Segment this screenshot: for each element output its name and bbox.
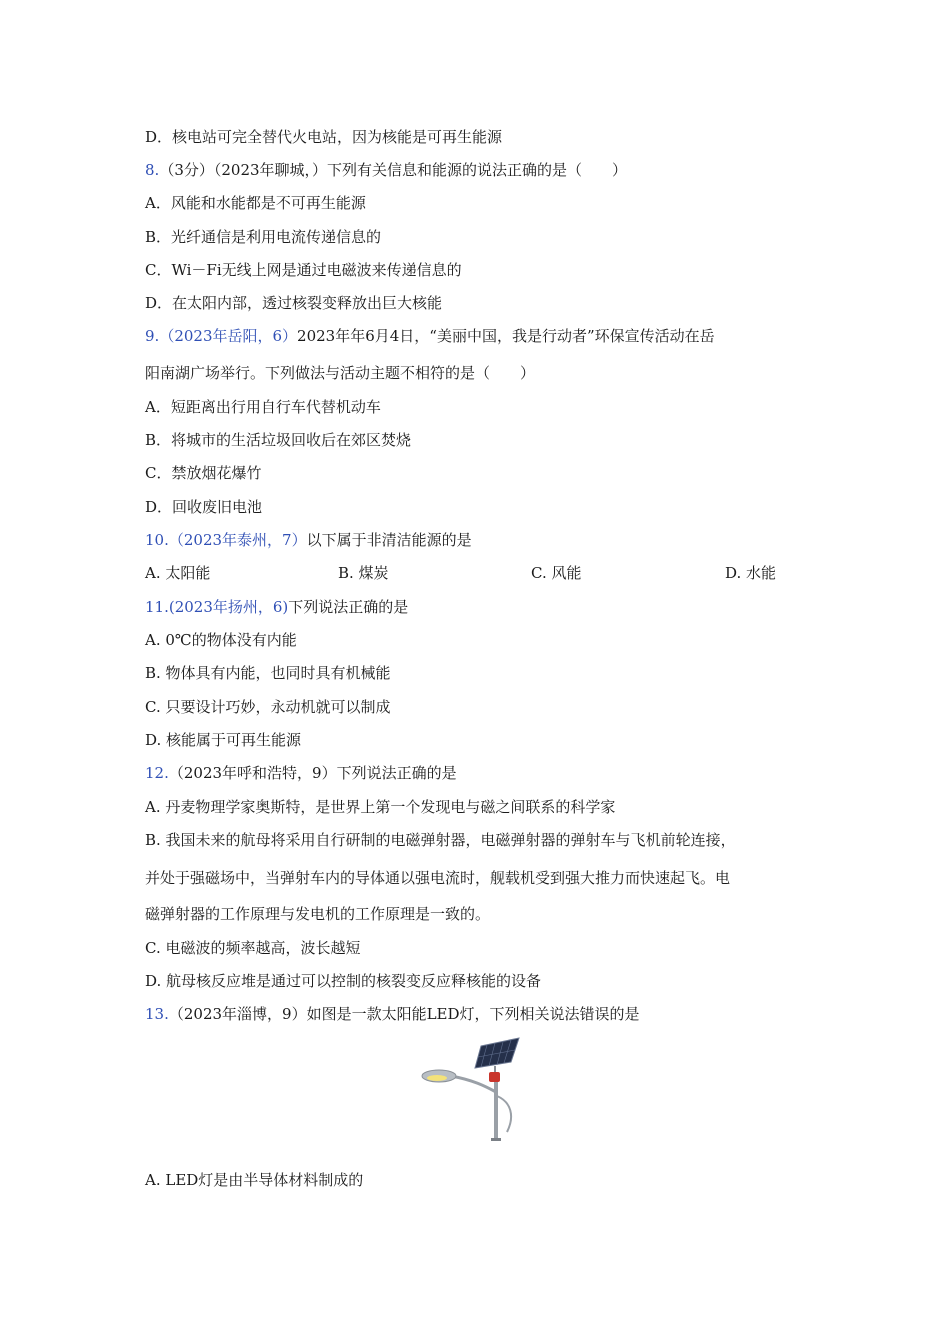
- q9-option-a: A．短距离出行用自行车代替机动车: [145, 398, 381, 416]
- q13-number: 13.: [145, 1005, 169, 1023]
- q11-option-a: A. 0℃的物体没有内能: [145, 631, 297, 649]
- q8-option-a: A．风能和水能都是不可再生能源: [145, 194, 366, 212]
- q9-source: （2023年岳阳，6）: [159, 327, 298, 345]
- q10-option-d: D. 水能: [725, 564, 777, 582]
- q11-option-b: B. 物体具有内能，也同时具有机械能: [145, 664, 391, 682]
- q13-stem: [145, 1004, 640, 1024]
- q8-text: （3分）（2023年聊城，）下列有关信息和能源的说法正确的是（ ）: [159, 161, 628, 179]
- q12-option-b-line2: 并处于强磁场中，当弹射车内的导体通以强电流时，舰载机受到强大推力而快速起飞。电: [145, 869, 731, 887]
- q10-number: 10.: [145, 531, 169, 549]
- q11-number: 11.: [145, 598, 169, 616]
- streetlamp-illustration: [415, 1036, 525, 1142]
- q12-stem: [145, 763, 457, 783]
- q10-source: （2023年泰州，7）: [168, 531, 307, 549]
- q11-stem: [145, 597, 408, 617]
- solar-panel-icon: [475, 1038, 519, 1068]
- q11-source: (2023年扬州，6): [168, 598, 289, 616]
- q9-option-b: B．将城市的生活垃圾回收后在郊区焚烧: [145, 431, 412, 449]
- q10-options: [145, 563, 805, 583]
- q12-text: （2023年呼和浩特，9）下列说法正确的是: [168, 764, 457, 782]
- q9-stem-line2: 阳南湖广场举行。下列做法与活动主题不相符的是（ ）: [145, 364, 536, 382]
- q11-text: 下列说法正确的是: [288, 598, 409, 616]
- q10-option-a: A. 太阳能: [145, 564, 211, 582]
- q10-stem: [145, 530, 472, 550]
- q8-option-b: B．光纤通信是利用电流传递信息的: [145, 228, 382, 246]
- q12-option-a: A. 丹麦物理学家奥斯特，是世界上第一个发现电与磁之间联系的科学家: [145, 798, 616, 816]
- q13-option-a: A. LED灯是由半导体材料制成的: [145, 1171, 364, 1189]
- q11-option-d: D. 核能属于可再生能源: [145, 731, 302, 749]
- q8-option-d: D．在太阳内部，透过核裂变释放出巨大核能: [145, 294, 443, 312]
- battery-box-icon: [489, 1072, 500, 1082]
- led-light-icon: [427, 1075, 447, 1081]
- q7-option-d: D．核电站可完全替代火电站，因为核能是可再生能源: [145, 128, 503, 146]
- q9-option-d: D．回收废旧电池: [145, 498, 263, 516]
- q8-number: 8.: [145, 161, 160, 179]
- q9-option-c: C．禁放烟花爆竹: [145, 464, 262, 482]
- q8-option-c: C．Wi－Fi无线上网是通过电磁波来传递信息的: [145, 261, 462, 279]
- q12-number: 12.: [145, 764, 169, 782]
- q11-option-c: C. 只要设计巧妙，永动机就可以制成: [145, 698, 391, 716]
- q10-text: 以下属于非清洁能源的是: [306, 531, 472, 549]
- q12-option-b-line3: 磁弹射器的工作原理与发电机的工作原理是一致的。: [145, 905, 491, 923]
- q10-option-c: C. 风能: [531, 564, 582, 582]
- solar-led-streetlamp-figure: [415, 1036, 525, 1142]
- q12-option-c: C. 电磁波的频率越高，波长越短: [145, 939, 361, 957]
- q8-stem: [145, 160, 627, 180]
- q9-number: 9.: [145, 327, 160, 345]
- q10-option-b: B. 煤炭: [338, 564, 389, 582]
- q13-text: （2023年淄博，9）如图是一款太阳能LED灯，下列相关说法错误的是: [168, 1005, 640, 1023]
- q9-text: 2023年年6月4日，“美丽中国，我是行动者”环保宣传活动在岳: [297, 327, 715, 345]
- q9-stem: [145, 326, 715, 346]
- q12-option-b-line1: B. 我国未来的航母将采用自行研制的电磁弹射器，电磁弹射器的弹射车与飞机前轮连接，: [145, 831, 736, 849]
- q12-option-d: D. 航母核反应堆是通过可以控制的核裂变反应释核能的设备: [145, 972, 542, 990]
